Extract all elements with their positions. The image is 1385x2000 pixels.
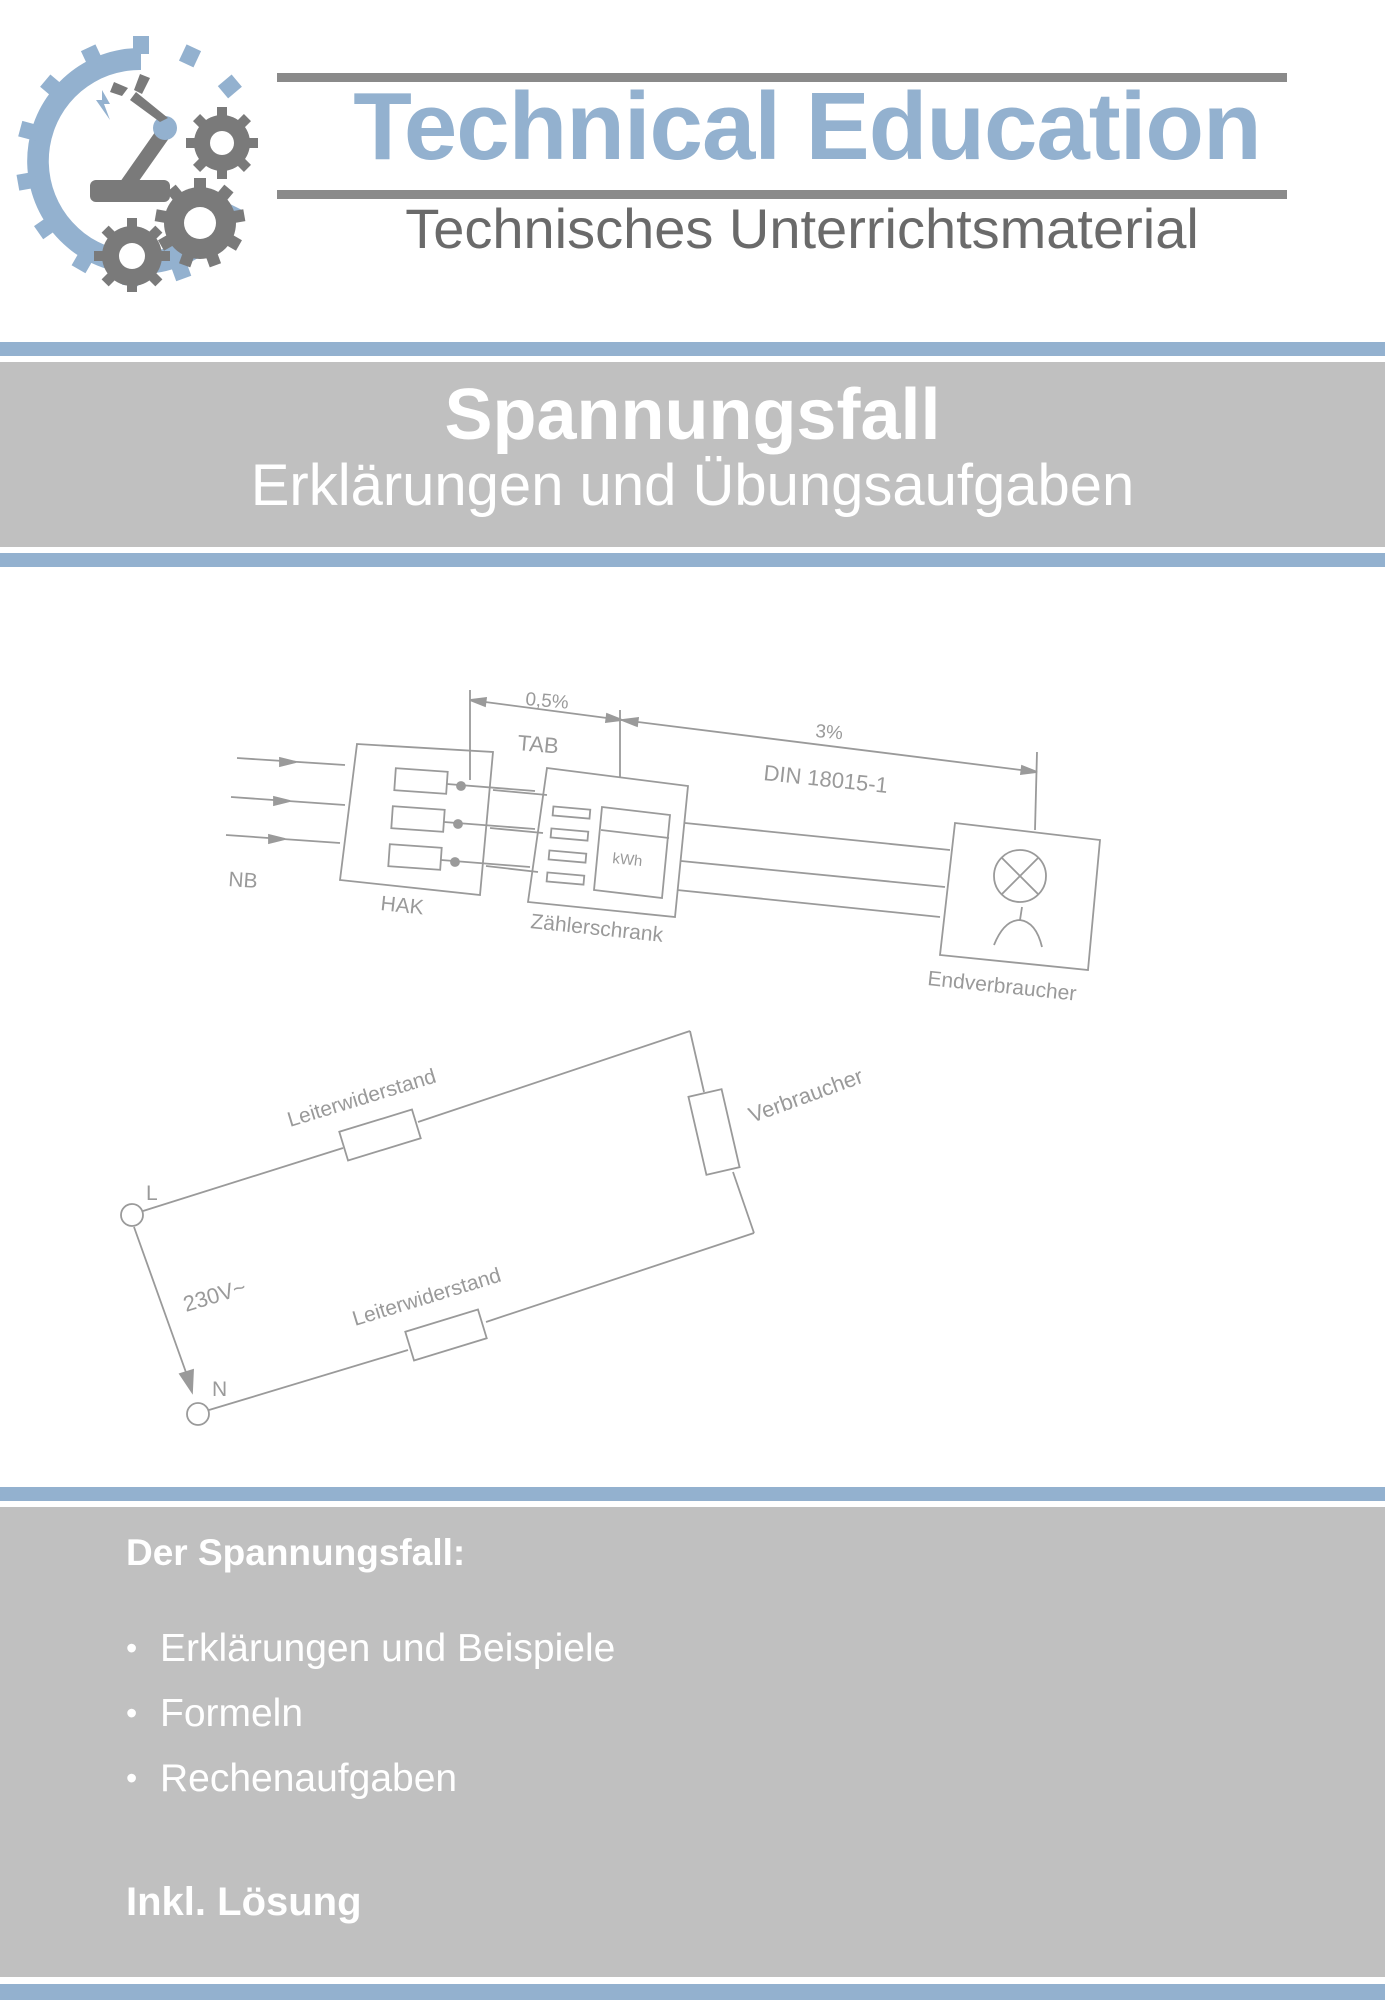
info-box-top-stripe bbox=[0, 1487, 1385, 1501]
brand-subtitle: Technisches Unterrichtsmaterial bbox=[405, 197, 1199, 260]
dim-tab-label: TAB bbox=[516, 730, 560, 759]
supply-chain-labels bbox=[228, 689, 1078, 1006]
label-resistor-top: Leiterwiderstand bbox=[284, 1064, 439, 1132]
brand-title: Technical Education bbox=[353, 73, 1261, 180]
info-box-footer: Inkl. Lösung bbox=[126, 1880, 362, 1924]
label-voltage: 230V~ bbox=[180, 1274, 249, 1317]
label-n: N bbox=[212, 1378, 228, 1401]
page-title: Spannungsfall bbox=[444, 375, 941, 455]
list-item: • Erklärungen und Beispiele bbox=[126, 1616, 615, 1681]
list-item: • Rechenaufgaben bbox=[126, 1746, 615, 1811]
title-band-top-stripe bbox=[0, 342, 1385, 356]
label-end-consumer: Endverbraucher bbox=[926, 967, 1078, 1006]
label-load: Verbraucher bbox=[745, 1063, 867, 1128]
label-l: L bbox=[146, 1182, 158, 1205]
voltage-drop-labels bbox=[146, 1063, 866, 1401]
info-box-bottom-stripe bbox=[0, 1984, 1385, 2000]
info-box-heading: Der Spannungsfall: bbox=[126, 1532, 466, 1573]
label-meter-cabinet: Zählerschrank bbox=[529, 910, 665, 947]
label-hak: HAK bbox=[379, 892, 425, 920]
label-nb: NB bbox=[227, 868, 259, 894]
dim-tab-value: 0,5% bbox=[524, 689, 570, 714]
title-band-bottom-stripe bbox=[0, 553, 1385, 567]
gear-robot-arm-logo-icon bbox=[10, 30, 272, 292]
dim-din-label: DIN 18015-1 bbox=[762, 760, 890, 799]
list-item: • Formeln bbox=[126, 1681, 615, 1746]
page-subtitle: Erklärungen und Übungsaufgaben bbox=[250, 453, 1135, 518]
label-kwh: kWh bbox=[611, 850, 644, 871]
dim-din-value: 3% bbox=[814, 721, 844, 745]
info-box-list bbox=[126, 1616, 615, 1811]
voltage-drop-circuit bbox=[121, 1031, 754, 1425]
circuit-diagrams bbox=[0, 570, 1385, 1480]
label-resistor-bottom: Leiterwiderstand bbox=[349, 1263, 504, 1331]
